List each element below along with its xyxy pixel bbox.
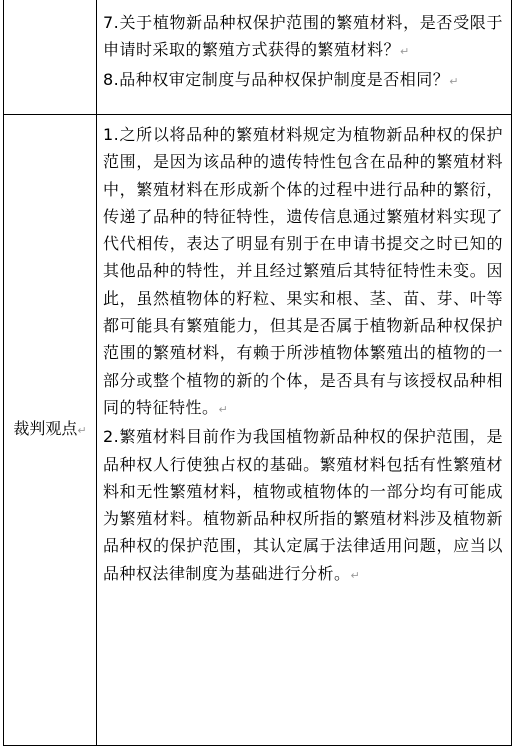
ruling-label: 裁判观点 — [13, 419, 78, 438]
ruling-text: 2.繁殖材料目前作为我国植物新品种权的保护范围，是品种权人行使独占权的基础。繁殖材料包括有性繁殖材料和无性繁殖材料，植物或植物体的一部分均有可能成为繁殖材料。植物新品种权所指的繁殖材料涉及植物新品种权的保护范围，其认定属于法律适用问题，应当以品种权法律制度为基础进行分析。 — [103, 427, 503, 583]
ruling-text: 1.之所以将品种的繁殖材料规定为植物新品种权的保护范围，是因为该品种的遗传特性包含在品种的繁殖材料中，繁殖材料在形成新个体的过程中进行品种的繁衍，传递了品种的特征特性，遗传信息通过繁殖材料实现了代代相传，表达了明显有别于在申请书提交之时已知的其他品种的特性，并且经过繁殖后其特征特性未变。因此，虽然植物体的籽粒、果实和根、茎、苗、芽、叶等都可能具有繁殖能力，但其是否属于植物新品种权保护范围的繁殖材料，有赖于所涉植物体繁殖出的植物的一部分或整个植物的新的个体，是否具有与该授权品种相同的特征特性。 — [103, 125, 503, 417]
question-item — [103, 9, 503, 66]
case-table — [3, 0, 512, 746]
ruling-paragraph — [103, 423, 503, 589]
paragraph-mark-icon: ↵ — [449, 74, 459, 88]
paragraph-mark-icon: ↵ — [218, 402, 228, 416]
questions-content-cell — [97, 0, 512, 115]
question-text: 7.关于植物新品种权保护范围的繁殖材料，是否受限于申请时采取的繁殖方式获得的繁殖材料？ — [103, 13, 503, 60]
ruling-content-cell — [97, 115, 512, 746]
question-text: 8.品种权审定制度与品种权保护制度是否相同？ — [103, 69, 450, 89]
paragraph-mark-icon: ↵ — [350, 568, 360, 582]
question-item — [103, 66, 503, 95]
paragraph-mark-icon: ↵ — [77, 424, 87, 437]
ruling-label-cell — [4, 115, 97, 746]
paragraph-mark-icon: ↵ — [400, 45, 410, 59]
ruling-row — [4, 115, 512, 746]
questions-row — [4, 0, 512, 115]
questions-label-cell — [4, 0, 97, 115]
ruling-paragraph — [103, 121, 503, 423]
